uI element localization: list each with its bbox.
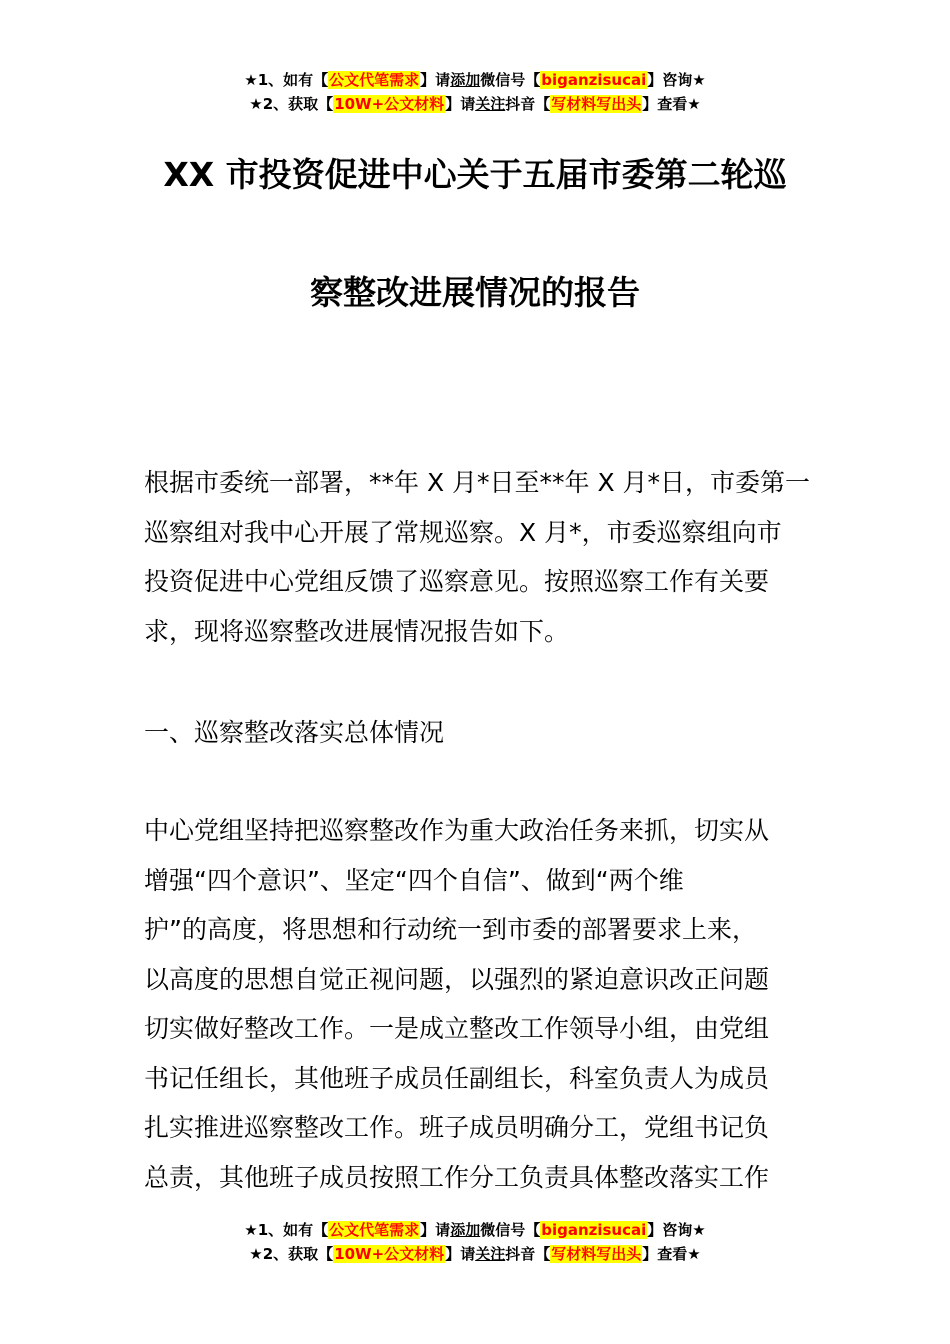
text-line: 扎实推进巡察整改工作。班子成员明确分工，党组书记负 (144, 1113, 770, 1142)
banner-text: 】咨询★ (647, 71, 706, 89)
banner-text: ★1、如有【 (244, 71, 329, 89)
text-line: 切实做好整改工作。一是成立整改工作领导小组，由党组 (144, 1014, 770, 1043)
text-line: 以高度的思想自觉正视问题，以强烈的紧迫意识改正问题 (144, 964, 770, 994)
banner-line-2 (0, 1242, 950, 1266)
banner-text: 】查看★ (642, 1245, 701, 1263)
text-line: 求，现将巡察整改进展情况报告如下。 (144, 616, 570, 646)
banner-wechat-id: biganzisucai (541, 71, 647, 89)
banner-text: ★2、获取【 (249, 1245, 334, 1263)
paragraph-body (144, 806, 814, 1202)
text-line: 护”的高度，将思想和行动统一到市委的部署要求上来， (144, 915, 757, 944)
banner-underlined: 关注 (475, 95, 506, 113)
header-ad-banner (0, 68, 950, 116)
banner-highlight: 公文代笔需求 (329, 1221, 420, 1239)
text-line: 巡察组对我中心开展了常规巡察。X 月*，市委巡察组向市 (144, 517, 782, 547)
banner-underlined: 添加 (450, 1221, 481, 1239)
section-heading-1 (144, 708, 814, 758)
text-line: 中心党组坚持把巡察整改作为重大政治任务来抓，切实从 (144, 816, 770, 845)
banner-highlight: 10W+公文材料 (334, 1245, 445, 1263)
banner-highlight: 10W+公文材料 (334, 95, 445, 113)
banner-text: 】查看★ (642, 95, 701, 113)
text-line: 总责，其他班子成员按照工作分工负责具体整改落实工作 (144, 1162, 770, 1192)
footer-ad-banner (0, 1218, 950, 1266)
text-line: 增强“四个意识”、坚定“四个自信”、做到“两个维 (144, 865, 684, 895)
text-line: 投资促进中心党组反馈了巡察意见。按照巡察工作有关要 (144, 567, 770, 596)
banner-line-1 (0, 68, 950, 92)
document-title-line-2: 察整改进展情况的报告 (310, 273, 640, 312)
banner-text: 抖音【 (505, 1245, 551, 1263)
text-line: 根据市委统一部署，**年 X 月*日至**年 X 月*日，市委第一 (144, 468, 811, 497)
heading-text: 一、巡察整改落实总体情况 (144, 718, 445, 747)
text-line: 书记任组长，其他班子成员任副组长，科室负责人为成员 (144, 1063, 770, 1093)
banner-wechat-id: biganzisucai (541, 1221, 647, 1239)
banner-text: 】咨询★ (647, 1221, 706, 1239)
banner-underlined: 添加 (450, 71, 481, 89)
banner-text: 抖音【 (505, 95, 551, 113)
banner-line-2 (0, 92, 950, 116)
banner-douyin-id: 写材料写出头 (551, 95, 642, 113)
banner-text: 微信号【 (480, 71, 541, 89)
banner-text: ★1、如有【 (244, 1221, 329, 1239)
banner-text: 】请 (445, 95, 476, 113)
document-title-line-1: XX 市投资促进中心关于五届市委第二轮巡 (163, 155, 787, 194)
banner-underlined: 关注 (475, 1245, 506, 1263)
banner-text: 】请 (420, 71, 451, 89)
banner-highlight: 公文代笔需求 (329, 71, 420, 89)
paragraph-intro (144, 458, 814, 656)
banner-text: 】请 (445, 1245, 476, 1263)
banner-line-1 (0, 1218, 950, 1242)
banner-text: 】请 (420, 1221, 451, 1239)
banner-text: 微信号【 (480, 1221, 541, 1239)
banner-douyin-id: 写材料写出头 (551, 1245, 642, 1263)
banner-text: ★2、获取【 (249, 95, 334, 113)
